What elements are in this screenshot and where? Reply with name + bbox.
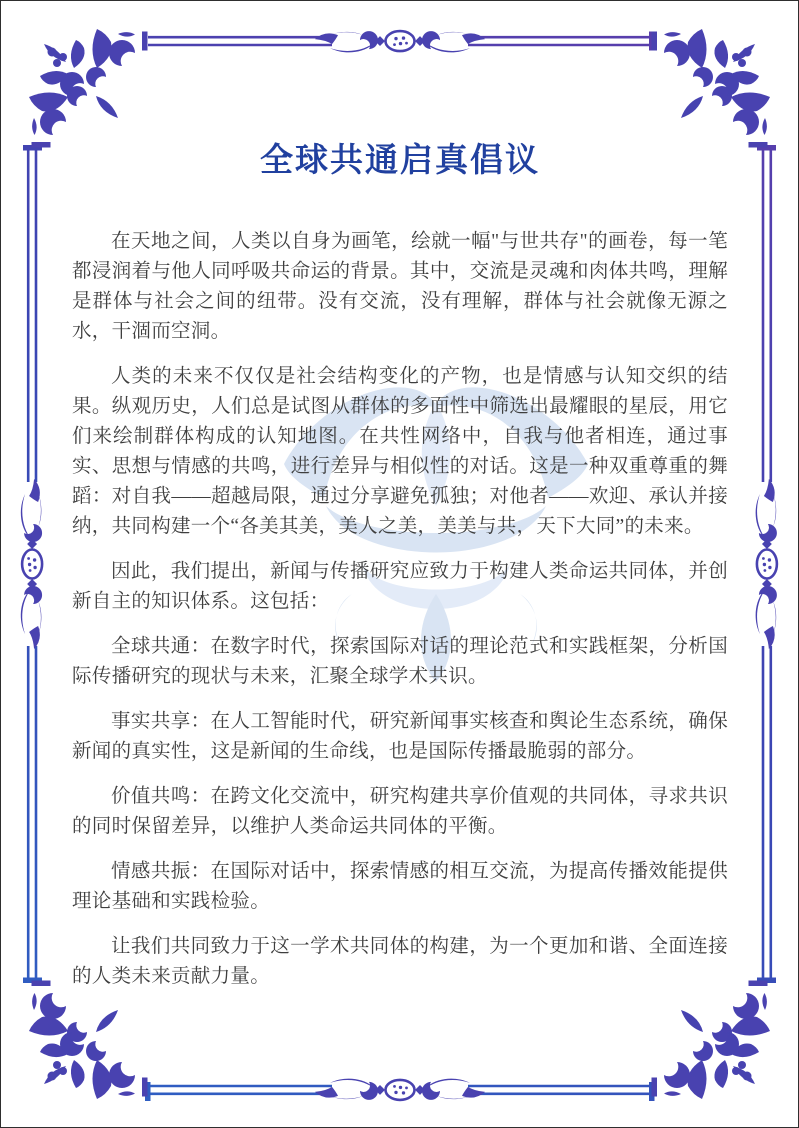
- page-title: 全球共通启真倡议: [260, 143, 540, 179]
- paragraph-3: 因此，我们提出，新闻与传播研究应致力于构建人类命运共同体，并创新自主的知识体系。这包括：: [72, 561, 728, 612]
- paragraph-1: 在天地之间，人类以自身为画笔，绘就一幅"与世共存"的画卷，每一笔都浸润着与他人同呼吸共命运的背景。其中，交流是灵魂和肉体共鸣，理解是群体与社会之间的纽带。没有交流，没有理解，群体与社会就像无源之水，干涸而空洞。: [72, 231, 728, 342]
- paragraph-8: 让我们共同致力于这一学术共同体的构建，为一个更加和谐、全面连接的人类未来贡献力量。: [72, 936, 728, 987]
- paragraph-6: 价值共鸣：在跨文化交流中，研究构建共享价值观的共同体，寻求共识的同时保留差异，以维护人类命运共同体的平衡。: [72, 786, 728, 837]
- paragraph-2: 人类的未来不仅仅是社会结构变化的产物，也是情感与认知交织的结果。纵观历史，人们总是试图从群体的多面性中筛选出最耀眼的星辰，用它们来绘制群体构成的认知地图。在共性网络中，自我与他者相连，通过事实、思想与情感的共鸣，进行差异与相似性的对话。这是一种双重尊重的舞蹈：对自我——超越局限，通过分享避免孤独；对他者——欢迎、承认并接纳，共同构建一个“各美其美，美人之美，美美与共，天下大同”的未来。: [72, 366, 728, 537]
- paragraph-7: 情感共振：在国际对话中，探索情感的相互交流，为提高传播效能提供理论基础和实践检验。: [72, 861, 728, 912]
- paragraph-5: 事实共享：在人工智能时代，研究新闻事实核查和舆论生态系统，确保新闻的真实性，这是新闻的生命线，也是国际传播最脆弱的部分。: [72, 711, 728, 762]
- paragraph-4: 全球共通：在数字时代，探索国际对话的理论范式和实践框架，分析国际传播研究的现状与未来，汇聚全球学术共识。: [72, 636, 728, 687]
- document-body: [72, 134, 728, 1007]
